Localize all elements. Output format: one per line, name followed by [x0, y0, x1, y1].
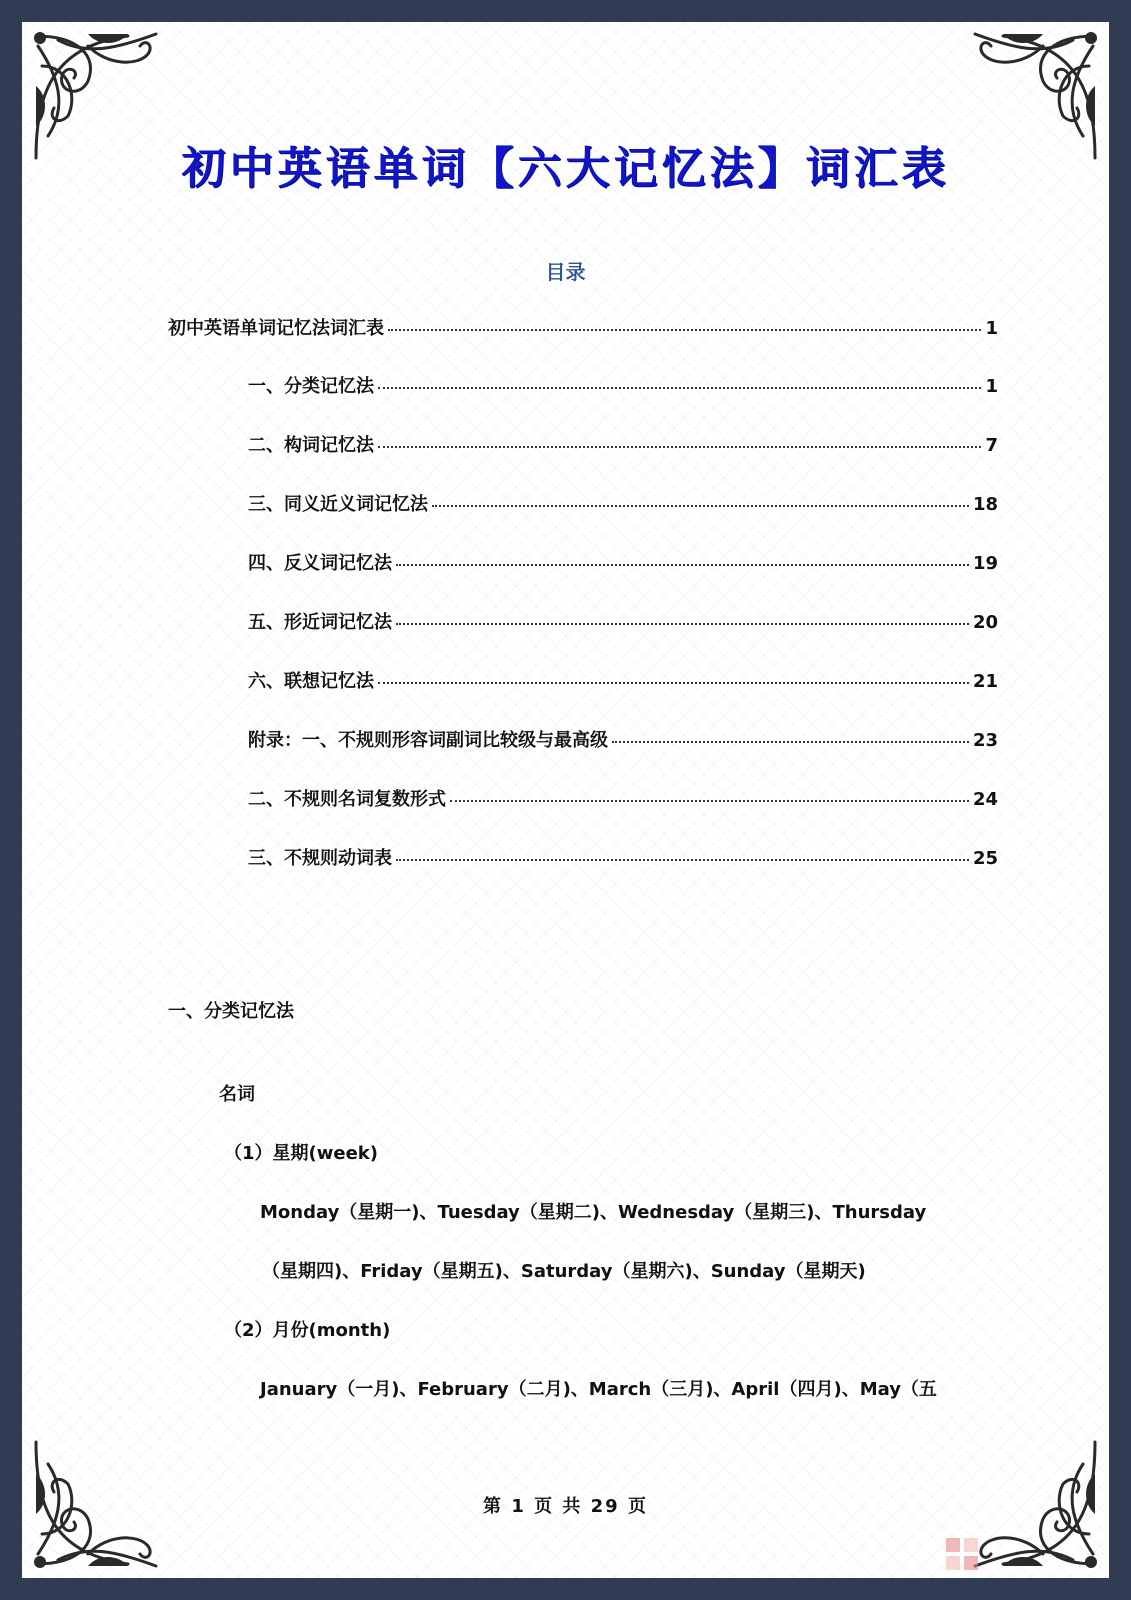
toc-entry-page: 1	[985, 376, 998, 397]
toc-leader-dots	[388, 329, 981, 331]
toc-leader-dots	[396, 564, 969, 566]
toc-entry-page: 23	[972, 730, 998, 751]
document-title: 初中英语单词【六大记忆法】词汇表	[181, 143, 950, 194]
toc-leader-dots	[378, 446, 981, 448]
toc-entry-page: 1	[985, 318, 998, 339]
toc-entry[interactable]	[248, 431, 998, 457]
item-heading-month: （2）月份(month)	[224, 1320, 391, 1341]
toc-entry[interactable]	[248, 608, 998, 634]
toc-entry[interactable]	[248, 490, 998, 516]
page-footer: 第 1 页 共 29 页	[483, 1496, 648, 1517]
toc-entry-label: 五、形近词记忆法	[248, 612, 392, 633]
toc-entry-label: 六、联想记忆法	[248, 671, 374, 692]
watermark-logo-icon	[944, 1536, 980, 1572]
toc-entry[interactable]	[248, 667, 998, 693]
toc-entry-label: 二、构词记忆法	[248, 435, 374, 456]
toc-entry-page: 19	[972, 553, 998, 574]
toc-entry-label: 三、同义近义词记忆法	[248, 494, 428, 515]
toc-leader-dots	[378, 682, 969, 684]
toc-entry-page: 24	[972, 789, 998, 810]
subsection-heading: 名词	[219, 1084, 255, 1105]
toc-leader-dots	[450, 800, 969, 802]
toc-heading: 目录	[545, 260, 586, 284]
toc-leader-dots	[396, 859, 969, 861]
toc-entry[interactable]	[248, 549, 998, 575]
section-heading: 一、分类记忆法	[168, 1001, 294, 1022]
toc-entry-page: 21	[972, 671, 998, 692]
week-line-1: Monday（星期一)、Tuesday（星期二)、Wednesday（星期三)、Thursday	[260, 1202, 927, 1223]
toc-entry-page: 7	[985, 435, 998, 456]
toc-entry-page: 18	[972, 494, 998, 515]
toc-entry-page: 25	[972, 848, 998, 869]
toc-entry-label: 二、不规则名词复数形式	[248, 789, 446, 810]
toc-leader-dots	[612, 741, 969, 743]
toc-entry-label: 三、不规则动词表	[248, 848, 392, 869]
toc-entry[interactable]	[168, 314, 998, 340]
toc-entry-label: 四、反义词记忆法	[248, 553, 392, 574]
toc-entry[interactable]	[248, 372, 998, 398]
toc-entry-label: 附录：一、不规则形容词副词比较级与最高级	[248, 730, 608, 751]
item-heading-week: （1）星期(week)	[224, 1143, 378, 1164]
toc-leader-dots	[378, 387, 981, 389]
week-line-2: （星期四)、Friday（星期五)、Saturday（星期六)、Sunday（星期天)	[262, 1261, 866, 1282]
toc-entry-page: 20	[972, 612, 998, 633]
toc-leader-dots	[432, 505, 969, 507]
toc-entry[interactable]	[248, 785, 998, 811]
toc-leader-dots	[396, 623, 969, 625]
toc-entry[interactable]	[248, 844, 998, 870]
toc-entry-label: 初中英语单词记忆法词汇表	[168, 318, 384, 339]
toc-entry-label: 一、分类记忆法	[248, 376, 374, 397]
month-line-1: January（一月)、February（二月)、March（三月)、April（四月)、May（五	[260, 1379, 937, 1400]
toc-entry[interactable]	[248, 726, 998, 752]
